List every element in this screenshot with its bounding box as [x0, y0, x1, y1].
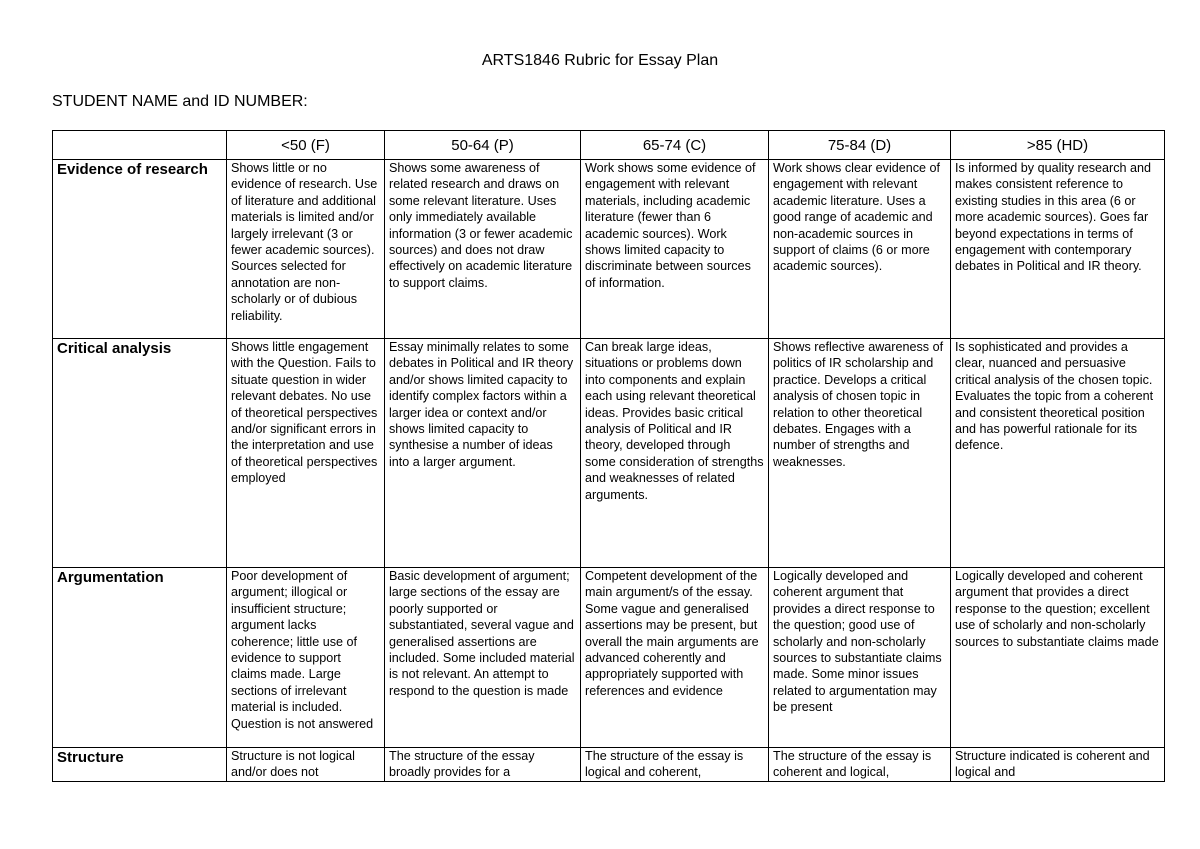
header-row	[53, 131, 1165, 160]
row-label-argumentation: Argumentation	[53, 568, 227, 748]
column-header-fail: <50 (F)	[227, 131, 385, 160]
rubric-row-structure	[53, 748, 1165, 782]
row-label-critical-analysis: Critical analysis	[53, 339, 227, 568]
rubric-cell-critical-high-distinction: Is sophisticated and provides a clear, nuanced and persuasive critical analysis of the chosen topic. Evaluates the topic from a coherent and consistent theoretical position and has powerful rationale for its defence.	[951, 339, 1165, 568]
rubric-cell-argumentation-pass: Basic development of argument; large sections of the essay are poorly supported or substantiated, several vague and generalised assertions are included. Some included material is not relevant. An attempt to respond to the question is made	[385, 568, 581, 748]
rubric-cell-structure-fail: Structure is not logical and/or does not	[227, 748, 385, 782]
rubric-table	[52, 130, 1165, 782]
rubric-cell-structure-distinction: The structure of the essay is coherent and logical,	[769, 748, 951, 782]
student-name-id-label: STUDENT NAME and ID NUMBER:	[52, 93, 308, 110]
rubric-cell-argumentation-credit: Competent development of the main argument/s of the essay. Some vague and generalised assertions may be present, but overall the main arguments are advanced coherently and appropriately supported with references and evidence	[581, 568, 769, 748]
rubric-cell-critical-pass: Essay minimally relates to some debates in Political and IR theory and/or shows limited capacity to identify complex factors within a larger idea or context and/or shows limited capacity to synthesise a number of ideas into a larger argument.	[385, 339, 581, 568]
rubric-cell-critical-credit: Can break large ideas, situations or problems down into components and explain each using relevant theoretical ideas. Provides basic critical analysis of Political and IR theory, developed through some consideration of strengths and weaknesses of related arguments.	[581, 339, 769, 568]
rubric-cell-structure-pass: The structure of the essay broadly provides for a	[385, 748, 581, 782]
rubric-row-evidence-of-research	[53, 160, 1165, 339]
row-label-evidence-of-research: Evidence of research	[53, 160, 227, 339]
rubric-cell-research-pass: Shows some awareness of related research and draws on some relevant literature. Uses only immediately available information (3 or fewer academic sources) and does not draw effectively on academic literature to support claims.	[385, 160, 581, 339]
rubric-cell-research-distinction: Work shows clear evidence of engagement with relevant academic literature. Uses a good range of academic and non-academic sources in support of claims (6 or more academic sources).	[769, 160, 951, 339]
column-header-credit: 65-74 (C)	[581, 131, 769, 160]
rubric-cell-structure-high-distinction: Structure indicated is coherent and logical and	[951, 748, 1165, 782]
document-title: ARTS1846 Rubric for Essay Plan	[481, 52, 719, 69]
rubric-row-critical-analysis	[53, 339, 1165, 568]
rubric-cell-critical-fail: Shows little engagement with the Question. Fails to situate question in wider relevant debates. No use of theoretical perspectives and/or significant errors in the interpretation and use of theoretical perspectives employed	[227, 339, 385, 568]
rubric-cell-research-fail: Shows little or no evidence of research. Use of literature and additional materials is limited and/or largely irrelevant (3 or fewer academic sources). Sources selected for annotation are non-scholarly or of dubious reliability.	[227, 160, 385, 339]
column-header-pass: 50-64 (P)	[385, 131, 581, 160]
rubric-cell-critical-distinction: Shows reflective awareness of politics of IR scholarship and practice. Develops a critical analysis of chosen topic in relation to other theoretical debates. Engages with a number of strengths and weaknesses.	[769, 339, 951, 568]
column-header-high-distinction: >85 (HD)	[951, 131, 1165, 160]
rubric-cell-research-credit: Work shows some evidence of engagement with relevant materials, including academic literature (fewer than 6 academic sources). Work shows limited capacity to discriminate between sources of information.	[581, 160, 769, 339]
column-header-distinction: 75-84 (D)	[769, 131, 951, 160]
rubric-cell-argumentation-fail: Poor development of argument; illogical or insufficient structure; argument lacks coherence; little use of evidence to support claims made. Large sections of irrelevant material is included. Question is not answered	[227, 568, 385, 748]
rubric-cell-research-high-distinction: Is informed by quality research and makes consistent reference to existing studies in this area (6 or more academic sources). Goes far beyond expectations in terms of engagement with contemporary debates in Political and IR theory.	[951, 160, 1165, 339]
rubric-row-argumentation	[53, 568, 1165, 748]
column-header-criteria	[53, 131, 227, 160]
row-label-structure: Structure	[53, 748, 227, 782]
rubric-cell-argumentation-high-distinction: Logically developed and coherent argument that provides a direct response to the question; excellent use of scholarly and non-scholarly sources to substantiate claims made	[951, 568, 1165, 748]
rubric-cell-structure-credit: The structure of the essay is logical and coherent,	[581, 748, 769, 782]
rubric-cell-argumentation-distinction: Logically developed and coherent argument that provides a direct response to the question; good use of scholarly and non-scholarly sources to substantiate claims made. Some minor issues related to argumentation may be present	[769, 568, 951, 748]
